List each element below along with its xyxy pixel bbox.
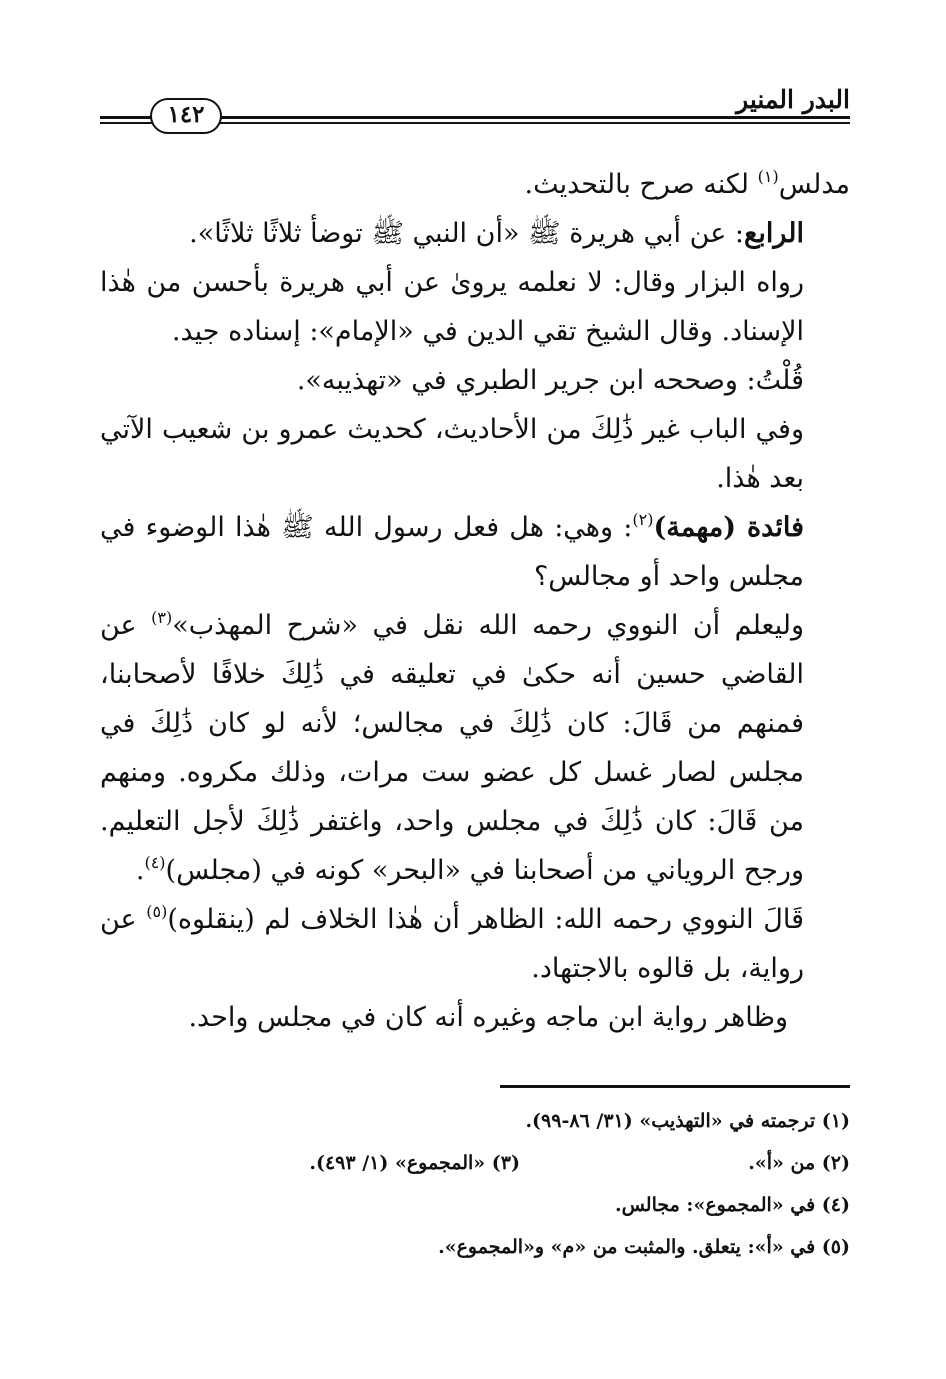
paragraph-4: قُلْتُ: وصححه ابن جرير الطبري في «تهذيبه». [296, 365, 804, 396]
page-number: ١٤٢ [150, 98, 222, 134]
section-label: فائدة (مهمة) [653, 512, 804, 543]
page-header [100, 86, 850, 126]
footnote-pair [100, 1142, 850, 1184]
footnote-separator [500, 1085, 850, 1088]
section-label: الرابع [743, 218, 804, 249]
paragraph-9: وظاهر رواية ابن ماجه وغيره أنه كان في مجلس واحد. [188, 1002, 788, 1033]
footnote-1: (١) ترجمته في «التهذيب» (٣١/ ٨٦-٩٩). [525, 1110, 850, 1132]
paragraph-6: فائدة (مهمة)$^{(٢)}$: وهي: هل فعل رسول الله ﷺ هٰذا الوضوء في مجلس واحد أو مجالس؟ [100, 510, 804, 592]
paragraph-3: رواه البزار وقال: لا نعلمه يروىٰ عن أبي هريرة بأحسن من هٰذا الإسناد. وقال الشيخ تقي الدين في «الإمام»: إسناده جيد. [100, 267, 804, 347]
footnote-4: (٤) في «المجموع»: مجالس. [614, 1194, 850, 1216]
footnote-5: (٥) في «أ»: يتعلق. والمثبت من «م» و«المجموع». [438, 1236, 850, 1258]
footnote-ref: (٥) [146, 902, 168, 921]
paragraph-8: قَالَ النووي رحمه الله: الظاهر أن هٰذا الخلاف لم (ينقلوه)$^{(٥)}$ عن رواية، بل قالوه بالاجتهاد. [100, 902, 804, 984]
footnote-ref: (١) [757, 167, 779, 186]
main-text [100, 160, 850, 1042]
paragraph-5: وفي الباب غير ذَٰلِكَ من الأحاديث، كحديث عمرو بن شعيب الآتي بعد هٰذا. [100, 414, 804, 494]
footnote-2: (٢) من «أ». [748, 1152, 850, 1174]
paragraph-7: وليعلم أن النووي رحمه الله نقل في «شرح المهذب»$^{(٣)}$ عن القاضي حسين أنه حكىٰ في تعليقه في ذَٰلِكَ خلافًا لأصحابنا، فمنهم من قَالَ: كان ذَٰلِكَ في مجالس؛ لأنه لو كان ذَٰلِكَ في مجلس لصار غسل كل عضو ست مرات، وذلك مكروه. ومنهم من قَالَ: كان ذَٰلِكَ في مجلس واحد، واغتفر ذَٰلِكَ لأجل التعليم. ورجح الروياني من أصحابنا في «البحر» كونه في (مجلس)$^{(٤)}$. [100, 608, 804, 886]
running-title: البدر المنير [736, 85, 850, 114]
paragraph-1: مدلس$^{(١)}$ لكنه صرح بالتحديث. [524, 167, 850, 200]
footnote-ref: (٢) [632, 510, 654, 529]
footnote-ref: (٣) [151, 608, 173, 627]
footnotes [100, 1100, 850, 1268]
paragraph-2: الرابع: عن أبي هريرة ﷺ «أن النبي ﷺ توضأ ثلاثًا ثلاثًا». [189, 218, 804, 249]
footnote-3: (٣) «المجموع» (١/ ٤٩٣). [309, 1152, 520, 1174]
footnote-ref: (٤) [144, 853, 166, 872]
